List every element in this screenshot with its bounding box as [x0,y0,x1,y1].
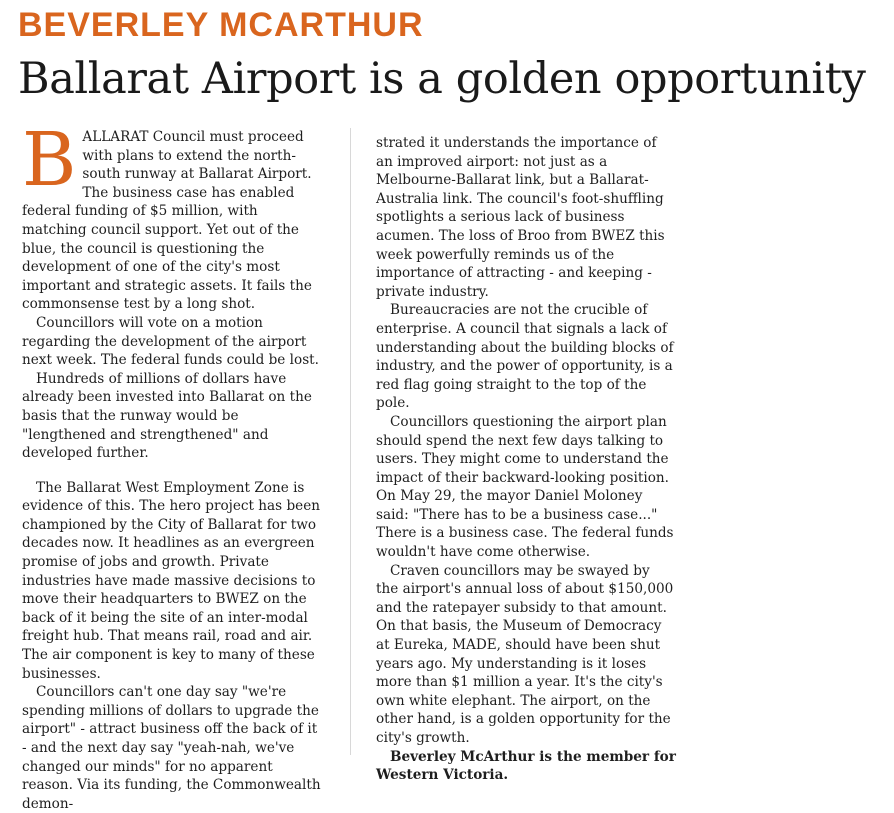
drop-cap: B [22,117,77,203]
article-paragraph [22,117,322,314]
article-paragraph: Councillors will vote on a motion regarding the development of the airport next week. The federal funds could be lost. [22,314,319,369]
paragraph-text: ALLARAT Council must proceed with plans to extend the north-south runway at Ballarat Airport. The business case has enabled federal funding of $5 million, with matching council support. Yet out of the blue, the council is questioning the development of one of the city's most important and strategic assets. It fails the commonsense test by a long shot. [22,129,312,313]
author-bio: Beverley McArthur is the member for Western Victoria. [376,748,676,784]
headline: Ballarat Airport is a golden opportunity [18,54,866,104]
byline: BEVERLEY MCARTHUR [18,6,424,44]
article-paragraph: Hundreds of millions of dollars have already been invested into Ballarat on the basis that the runway would be "lengthened and strengthened" and developed further. [22,370,312,462]
article-paragraph: Bureaucracies are not the crucible of enterprise. A council that signals a lack of understanding about the building blocks of industry, and the power of opportunity, is a red flag going straight to the top of the pole. [376,302,674,412]
article-column-1 [22,117,322,813]
article-paragraph: Councillors questioning the airport plan should spend the next few days talking to users. They might come to understand the impact of their backward-looking position. On May 29, the mayor Daniel Moloney said: "There has to be a business case..." There is a business case. The federal funds wouldn't have come otherwise. [376,413,674,561]
article-paragraph: Craven councillors may be swayed by the airport's annual loss of about $150,000 and the ratepayer subsidy to that amount. On that basis, the Museum of Democracy at Eureka, MADE, should have been shut years ago. My understanding is it loses more than $1 million a year. It's the city's own white elephant. The airport, on the other hand, is a golden opportunity for the city's growth. [376,562,674,746]
column-divider [350,128,351,755]
article-paragraph: strated it understands the importance of an improved airport: not just as a Melbourne-Ballarat link, but a Ballarat-Australia link. The council's foot-shuffling spotlights a serious lack of business acumen. The loss of Broo from BWEZ this week powerfully reminds us of the importance of attracting - and keeping - private industry. [376,135,665,300]
article-column-2 [376,134,676,785]
article-paragraph: The Ballarat West Employment Zone is evidence of this. The hero project has been championed by the City of Ballarat for two decades now. It headlines as an evergreen promise of jobs and growth. Private industries have made massive decisions to move their headquarters to BWEZ on the back of it being the site of an inter-modal freight hub. That means rail, road and air. The air component is key to many of these businesses. [22,479,321,682]
article-paragraph: Councillors can't one day say "we're spending millions of dollars to upgrade the airport" - attract business off the back of it - and the next day say "yeah-nah, we've changed our minds" for no apparent reason. Via its funding, the Commonwealth demon- [22,684,321,812]
